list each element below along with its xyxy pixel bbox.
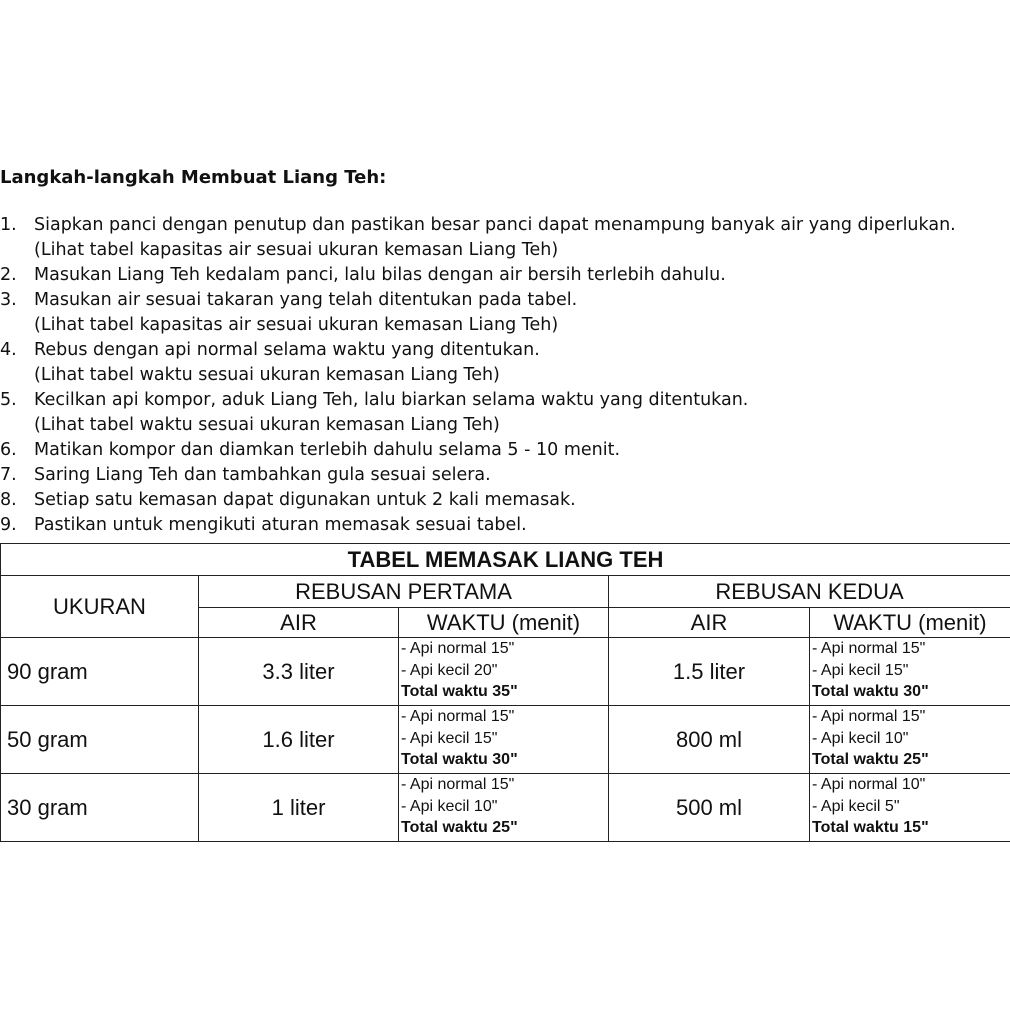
step-body xyxy=(34,463,491,488)
step-number: 9. xyxy=(0,515,17,535)
step-text: Rebus dengan api normal selama waktu yang ditentukan. xyxy=(34,340,540,360)
air-first-cell: 1.6 liter xyxy=(199,706,399,774)
time-line: - Api kecil 10" xyxy=(812,729,909,747)
step-note: (Lihat tabel waktu sesuai ukuran kemasan Liang Teh) xyxy=(34,415,500,435)
air-first-cell: 3.3 liter xyxy=(199,638,399,706)
step-item xyxy=(0,263,1010,288)
header-air-first: AIR xyxy=(199,608,399,638)
time-line: - Api normal 15" xyxy=(401,776,515,793)
table-header-row xyxy=(1,576,1010,608)
step-body xyxy=(34,213,956,263)
size-cell: 50 gram xyxy=(1,706,199,774)
step-item xyxy=(0,513,1010,538)
step-item xyxy=(0,288,1010,338)
step-body xyxy=(34,338,540,388)
time-total: Total waktu 30" xyxy=(401,751,518,768)
time-total: Total waktu 35" xyxy=(401,683,518,700)
step-number: 3. xyxy=(0,290,17,310)
step-body xyxy=(34,388,748,438)
step-note: (Lihat tabel kapasitas air sesuai ukuran kemasan Liang Teh) xyxy=(34,315,559,335)
step-number: 7. xyxy=(0,465,17,485)
time-total: Total waktu 15" xyxy=(812,819,929,836)
air-second-cell: 1.5 liter xyxy=(609,638,810,706)
time-first-cell xyxy=(399,706,609,774)
step-note: (Lihat tabel waktu sesuai ukuran kemasan Liang Teh) xyxy=(34,365,500,385)
time-line: - Api normal 10" xyxy=(812,776,926,793)
cooking-table xyxy=(0,543,1010,842)
table-row xyxy=(1,774,1010,842)
header-second-boil: REBUSAN KEDUA xyxy=(609,576,1010,608)
step-number: 6. xyxy=(0,440,17,460)
step-text: Masukan Liang Teh kedalam panci, lalu bilas dengan air bersih terlebih dahulu. xyxy=(34,265,726,285)
time-line: - Api kecil 5" xyxy=(812,797,900,815)
air-second-cell: 500 ml xyxy=(609,774,810,842)
header-size: UKURAN xyxy=(1,576,199,638)
step-item xyxy=(0,388,1010,438)
step-text: Pastikan untuk mengikuti aturan memasak sesuai tabel. xyxy=(34,515,527,535)
step-item xyxy=(0,213,1010,263)
table-title: TABEL MEMASAK LIANG TEH xyxy=(1,544,1010,576)
table-row xyxy=(1,706,1010,774)
time-total: Total waktu 30" xyxy=(812,683,929,700)
time-second-cell xyxy=(810,706,1010,774)
step-item xyxy=(0,438,1010,463)
step-number: 5. xyxy=(0,390,17,410)
step-text: Setiap satu kemasan dapat digunakan untuk 2 kali memasak. xyxy=(34,490,576,510)
step-body xyxy=(34,488,576,513)
time-line: - Api kecil 20" xyxy=(401,661,498,679)
step-number: 4. xyxy=(0,340,17,360)
step-text: Siapkan panci dengan penutup dan pastikan besar panci dapat menampung banyak air yang diperlukan. xyxy=(34,215,956,235)
time-line: - Api normal 15" xyxy=(401,640,515,657)
header-first-boil: REBUSAN PERTAMA xyxy=(199,576,609,608)
step-number: 1. xyxy=(0,215,17,235)
time-line: - Api normal 15" xyxy=(401,708,515,725)
steps-list xyxy=(0,213,1010,538)
header-air-second: AIR xyxy=(609,608,810,638)
step-body xyxy=(34,513,527,538)
step-item xyxy=(0,463,1010,488)
time-total: Total waktu 25" xyxy=(812,751,929,768)
air-second-cell: 800 ml xyxy=(609,706,810,774)
time-first-cell xyxy=(399,774,609,842)
size-cell: 30 gram xyxy=(1,774,199,842)
step-number: 8. xyxy=(0,490,17,510)
step-body xyxy=(34,263,726,288)
step-item xyxy=(0,488,1010,513)
table-title-row xyxy=(1,544,1010,576)
time-first-cell xyxy=(399,638,609,706)
header-time-first: WAKTU (menit) xyxy=(399,608,609,638)
time-line: - Api kecil 15" xyxy=(401,729,498,747)
step-number: 2. xyxy=(0,265,17,285)
table-row xyxy=(1,638,1010,706)
step-item xyxy=(0,338,1010,388)
time-line: - Api normal 15" xyxy=(812,640,926,657)
size-cell: 90 gram xyxy=(1,638,199,706)
step-text: Matikan kompor dan diamkan terlebih dahulu selama 5 - 10 menit. xyxy=(34,440,621,460)
document-title: Langkah-langkah Membuat Liang Teh: xyxy=(0,167,387,188)
step-text: Saring Liang Teh dan tambahkan gula sesuai selera. xyxy=(34,465,491,485)
step-note: (Lihat tabel kapasitas air sesuai ukuran kemasan Liang Teh) xyxy=(34,240,559,260)
time-second-cell xyxy=(810,638,1010,706)
time-line: - Api kecil 10" xyxy=(401,797,498,815)
step-body xyxy=(34,438,620,463)
step-text: Kecilkan api kompor, aduk Liang Teh, lalu biarkan selama waktu yang ditentukan. xyxy=(34,390,749,410)
time-total: Total waktu 25" xyxy=(401,819,518,836)
header-time-second: WAKTU (menit) xyxy=(810,608,1010,638)
time-second-cell xyxy=(810,774,1010,842)
air-first-cell: 1 liter xyxy=(199,774,399,842)
step-body xyxy=(34,288,577,338)
time-line: - Api normal 15" xyxy=(812,708,926,725)
step-text: Masukan air sesuai takaran yang telah ditentukan pada tabel. xyxy=(34,290,578,310)
time-line: - Api kecil 15" xyxy=(812,661,909,679)
